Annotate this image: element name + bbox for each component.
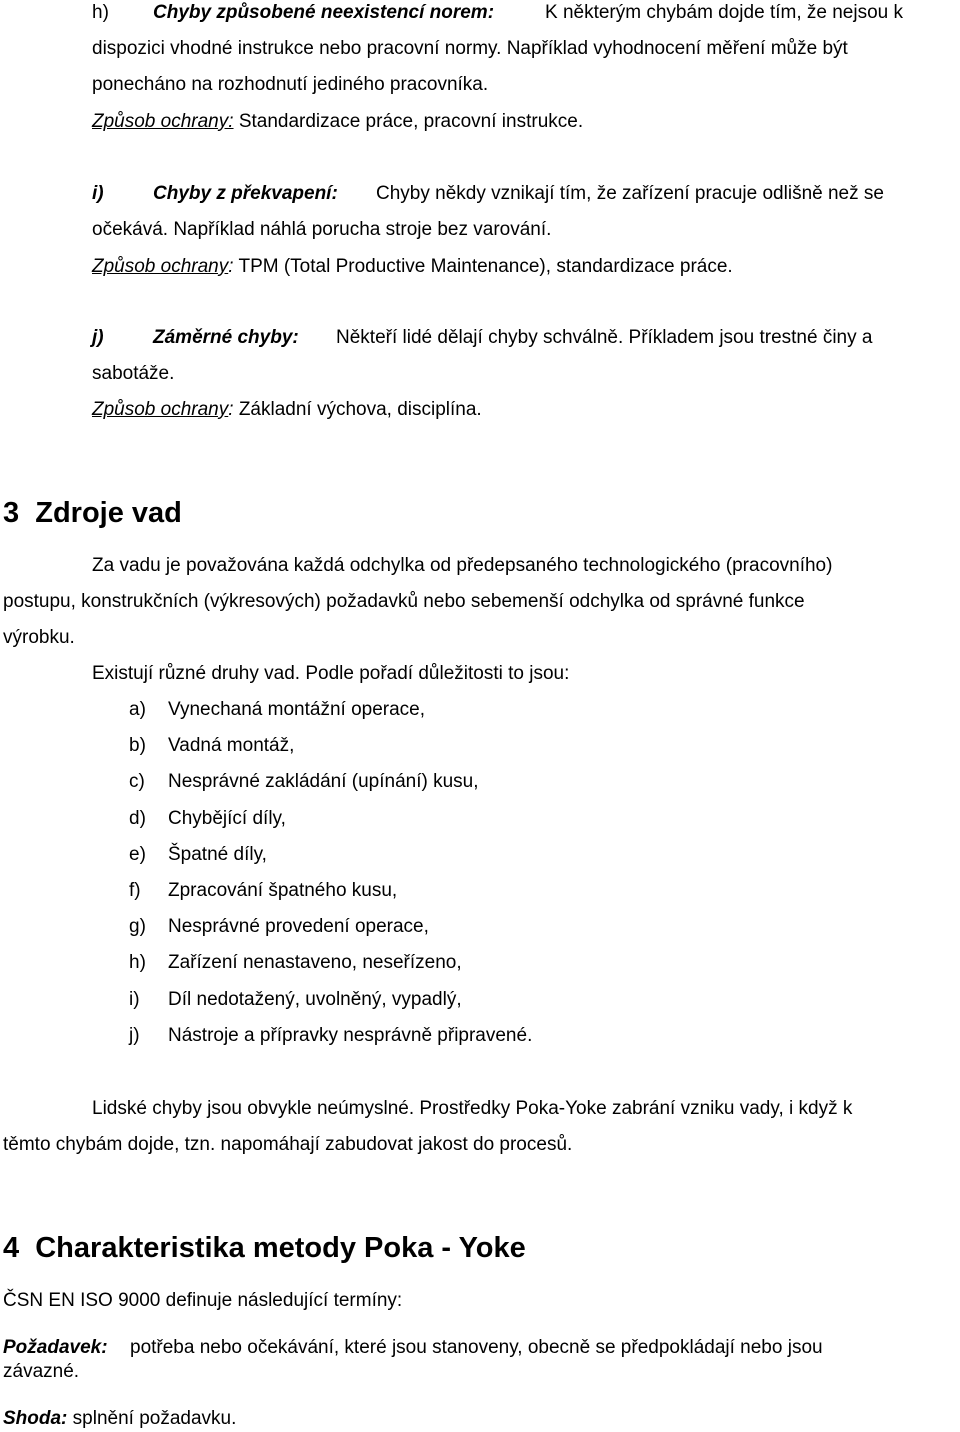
section-i-text-1: Chyby někdy vznikají tím, že zařízení pracuje odlišně než se: [376, 183, 884, 204]
section-h-text-3: ponecháno na rozhodnutí jediného pracovníka.: [92, 74, 489, 95]
section-h-protection: [92, 111, 583, 133]
list-item-text: Vynechaná montážní operace,: [168, 699, 426, 720]
list-item-letter: d): [129, 808, 146, 829]
section-j-protection: [92, 399, 482, 421]
term-conformity-label: Shoda:: [3, 1408, 68, 1429]
term-conformity-text: splnění požadavku.: [72, 1408, 237, 1429]
section-h-text-2: dispozici vhodné instrukce nebo pracovní normy. Například vyhodnocení měření může být: [92, 38, 848, 59]
list-item-text: Chybějící díly,: [168, 808, 286, 829]
section-i-text-2: očekává. Například náhlá porucha stroje bez varování.: [92, 219, 552, 240]
term-requirement-text-2: závazné.: [3, 1361, 80, 1382]
list-item-letter: j): [129, 1025, 140, 1046]
term-requirement-label: Požadavek:: [3, 1337, 108, 1358]
section-h-protection-label: Způsob ochrany:: [92, 111, 234, 132]
section-3-intro: Existují různé druhy vad. Podle pořadí důležitosti to jsou:: [92, 663, 570, 684]
section-3-closing-line-1: Lidské chyby jsou obvykle neúmyslné. Prostředky Poka-Yoke zabrání vzniku vady, i když k: [92, 1098, 853, 1119]
list-item-letter: b): [129, 735, 146, 756]
section-j-protection-text: Základní výchova, disciplína.: [238, 399, 482, 420]
section-j-protection-colon: :: [228, 399, 234, 420]
section-i-protection-text: TPM (Total Productive Maintenance), standardizace práce.: [238, 256, 733, 277]
term-requirement: [3, 1337, 108, 1359]
list-item-text: Zpracování špatného kusu,: [168, 880, 398, 901]
section-h-marker: h): [92, 2, 109, 23]
list-item-letter: g): [129, 916, 146, 937]
section-3-heading: 3 Zdroje vad: [3, 497, 182, 529]
section-h-text-1: K některým chybám dojde tím, že nejsou k: [545, 2, 903, 23]
list-item-text: Vadná montáž,: [168, 735, 295, 756]
list-item-text: Nesprávné zakládání (upínání) kusu,: [168, 771, 479, 792]
section-4-intro: ČSN EN ISO 9000 definuje následující termíny:: [3, 1290, 403, 1311]
section-i-protection: [92, 256, 733, 278]
list-item-text: Nesprávné provedení operace,: [168, 916, 429, 937]
section-3-para-line-3: výrobku.: [3, 627, 75, 648]
section-i-marker: i): [92, 183, 104, 204]
list-item-letter: h): [129, 952, 146, 973]
list-item-text: Nástroje a přípravky nesprávně připravené.: [168, 1025, 533, 1046]
section-i-title: Chyby z překvapení:: [153, 183, 338, 204]
list-item-letter: e): [129, 844, 146, 865]
section-j-title: Záměrné chyby:: [153, 327, 299, 348]
term-conformity: [3, 1408, 236, 1430]
section-3-para-line-1: Za vadu je považována každá odchylka od předepsaného technologického (pracovního): [92, 555, 833, 576]
list-item-letter: f): [129, 880, 141, 901]
section-j-text-2: sabotáže.: [92, 363, 175, 384]
section-j-text-1: Někteří lidé dělají chyby schválně. Příkladem jsou trestné činy a: [336, 327, 873, 348]
section-h-title: Chyby způsobené neexistencí norem:: [153, 2, 495, 23]
list-item-text: Špatné díly,: [168, 844, 267, 865]
section-3-closing-line-2: těmto chybám dojde, tzn. napomáhají zabudovat jakost do procesů.: [3, 1134, 573, 1155]
list-item-letter: i): [129, 989, 140, 1010]
section-i-protection-colon: :: [228, 256, 234, 277]
section-i-protection-label: Způsob ochrany: [92, 256, 229, 277]
section-3-para-line-2: postupu, konstrukčních (výkresových) požadavků nebo sebemenší odchylka od správné funkce: [3, 591, 805, 612]
list-item-letter: c): [129, 771, 145, 792]
term-requirement-text-1: potřeba nebo očekávání, které jsou stanoveny, obecně se předpokládají nebo jsou: [130, 1337, 823, 1358]
section-4-heading: 4 Charakteristika metody Poka - Yoke: [3, 1232, 526, 1264]
section-j-protection-label: Způsob ochrany: [92, 399, 229, 420]
list-item-text: Zařízení nenastaveno, neseřízeno,: [168, 952, 462, 973]
section-j-marker: j): [92, 327, 104, 348]
list-item-text: Díl nedotažený, uvolněný, vypadlý,: [168, 989, 462, 1010]
section-h-protection-text: Standardizace práce, pracovní instrukce.: [238, 111, 584, 132]
list-item-letter: a): [129, 699, 146, 720]
